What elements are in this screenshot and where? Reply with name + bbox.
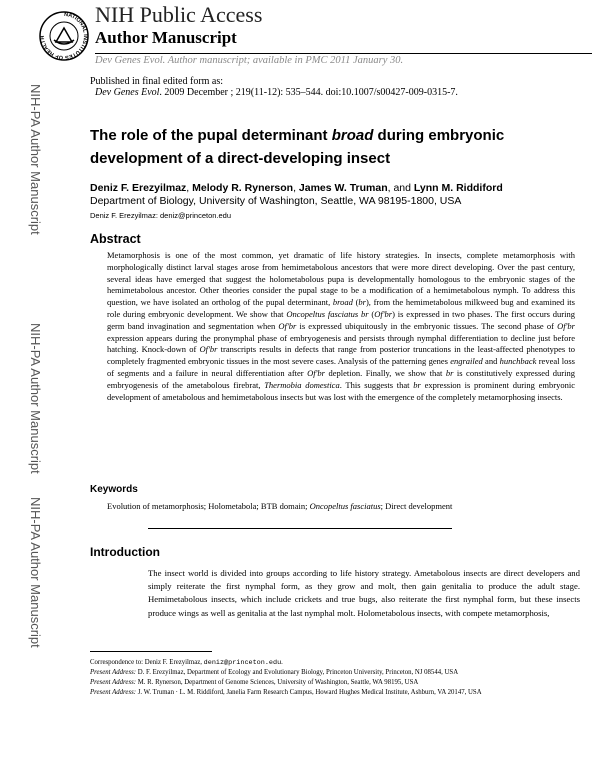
present-address: Present Address: D. F. Erezyilmaz, Department of Ecology and Evolutionary Biology, Princeton University, Princeton, NJ 08544, USA <box>90 669 459 676</box>
section-divider <box>148 528 452 529</box>
logo-text: NATIONAL INSTITUTES OF HEALTH <box>39 11 89 61</box>
abstract-text-run: ), from the hemimetabolous milkweed bug and examined its role during embryonic development. We show that <box>107 297 575 319</box>
abstract-text-run: reveal loss of segments and a failure in neural differentiation after <box>107 356 575 378</box>
title-text: The role of the pupal determinant <box>90 127 332 144</box>
abstract-italic-term: br <box>413 379 421 390</box>
keywords-list: Evolution of metamorphosis; Holometabola; BTB domain; Oncopeltus fasciatus; Direct development <box>107 501 453 511</box>
introduction-heading: Introduction <box>90 545 160 559</box>
abstract-italic-term: engrailed <box>450 356 483 367</box>
abstract-heading: Abstract <box>90 232 141 246</box>
abstract-italic-term: br <box>445 367 454 378</box>
abstract-italic-term: Of'br <box>557 320 575 331</box>
header-divider <box>95 53 592 54</box>
title-text: during embryonic development of a direct-developing insect <box>90 127 505 167</box>
nih-logo <box>38 2 90 72</box>
present-address: Present Address: J. W. Truman · L. M. Riddiford, Janelia Farm Research Campus, Howard Hughes Medical Institute, Ashburn, VA 20147, USA <box>90 689 482 696</box>
published-label: Published in final edited form as: <box>90 76 224 87</box>
abstract-italic-term: Of'br <box>374 308 393 319</box>
abstract-text-run: . This suggests that <box>339 379 414 390</box>
abstract-text-run: ( <box>352 297 359 308</box>
abstract-italic-term: broad <box>332 297 353 308</box>
abstract-text-run: Metamorphosis is one of the most common, yet dramatic of life history strategies. In insects, complete metamorphosis with morphologically distinct larval stages arose from hemimetabolous ancestors that were more direct developing. Over the past century, several ideas have emerged that suggest the holometabolous pupa is developmentally homologous to the embryonic stages of the hemimetabolous ancestor. Other theories consider the pupal stage to be a modification of a hemimetabolous nymph. To address this question, we have isolated an ortholog of the pupal determinant, <box>107 250 575 308</box>
abstract-text-run: expression appears during the pronymphal phase of embryogenesis and persists through nymphal differentiation to decline just before hatching. Knock-down of <box>107 332 575 355</box>
abstract-italic-term: br <box>358 297 366 308</box>
abstract-italic-term: Of'br <box>199 344 218 355</box>
abstract-italic-term: Of'br <box>307 367 325 378</box>
abstract-italic-term: Oncopeltus fasciatus br <box>286 308 369 319</box>
side-banner: NIH-PA Author Manuscript <box>28 323 43 474</box>
abstract-text-run: is constitutively expressed during embryogenesis of the ametabolous firebrat, <box>107 367 575 390</box>
side-banner: NIH-PA Author Manuscript <box>28 84 43 235</box>
citation <box>95 87 458 98</box>
footnote-divider <box>90 651 212 652</box>
article-title <box>90 124 510 170</box>
header-title: NIH Public Access <box>95 2 263 27</box>
author: Deniz F. Erezyilmaz <box>90 182 187 194</box>
author: Melody R. Rynerson <box>192 182 294 194</box>
availability-note: Dev Genes Evol. Author manuscript; available in PMC 2011 January 30. <box>95 55 404 66</box>
present-address: Present Address: M. R. Rynerson, Department of Genome Sciences, University of Washington, Seattle, WA 98195, USA <box>90 679 419 686</box>
keywords-heading: Keywords <box>90 484 138 495</box>
author-list: Deniz F. Erezyilmaz, Melody R. Rynerson, James W. Truman, and Lynn M. Riddiford <box>90 182 503 194</box>
abstract-text-run: depletion. Finally, we show that <box>325 367 446 378</box>
footnotes <box>90 658 560 698</box>
citation-details: . 2009 December ; 219(11-12): 535–544. doi:10.1007/s00427-009-0315-7. <box>159 87 458 98</box>
correspondence-note: Correspondence to: Deniz F. Erezyilmaz, deniz@princeton.edu. <box>90 659 283 667</box>
abstract-text-run: and <box>482 356 500 367</box>
title-italic: broad <box>331 127 374 144</box>
abstract-text-run: expression is prominent during embryonic development of ametabolous and hemimetabolous insects but was lost with the emergence of the completely metamorphosing insects. <box>107 379 575 402</box>
author: Lynn M. Riddiford <box>413 182 503 194</box>
side-banner: NIH-PA Author Manuscript <box>28 497 43 648</box>
abstract-italic-term: hunchback <box>499 356 537 367</box>
affiliation: Department of Biology, University of Washington, Seattle, WA 98195-1800, USA <box>90 195 462 207</box>
abstract-text-run: is expressed ubiquitously in the embryonic tissues. The second phase of <box>296 320 558 331</box>
journal-name: Dev Genes Evol <box>95 87 160 98</box>
header-subtitle: Author Manuscript <box>95 28 237 47</box>
abstract-italic-term: Thermobia domestica <box>264 379 340 390</box>
introduction-body: The insect world is divided into groups according to life history strategy. Ametabolous insects are direct developers and simply reiterate the first nymphal form, as they grow and molt, then gain genitalia to produce the adult stage. Hemimetabolous insects, which include crickets and true bugs, also reiterate the first nymphal form, but these insects produce wings as well as genitalia at the last nymphal molt. Holometabolous insects, with compete metamorphosis, <box>148 568 580 618</box>
author-email[interactable]: Deniz F. Erezyilmaz: deniz@princeton.edu <box>90 211 232 220</box>
abstract-text-run: ( <box>368 308 375 319</box>
abstract-body <box>107 250 575 403</box>
author: James W. Truman <box>298 182 388 194</box>
abstract-text-run: ) is expressed in two phases. The first occurs during germ band invagination and segmentation when <box>107 308 575 331</box>
abstract-text-run: transcripts results in defects that range from posterior truncations in the least-affected phenotypes to completely fragmented embryonic tissues in the most severe cases. Analysis of the patterning genes <box>107 344 575 367</box>
abstract-italic-term: Of'br <box>278 320 297 331</box>
correspondence-email[interactable]: deniz@princeton.edu <box>203 659 282 667</box>
